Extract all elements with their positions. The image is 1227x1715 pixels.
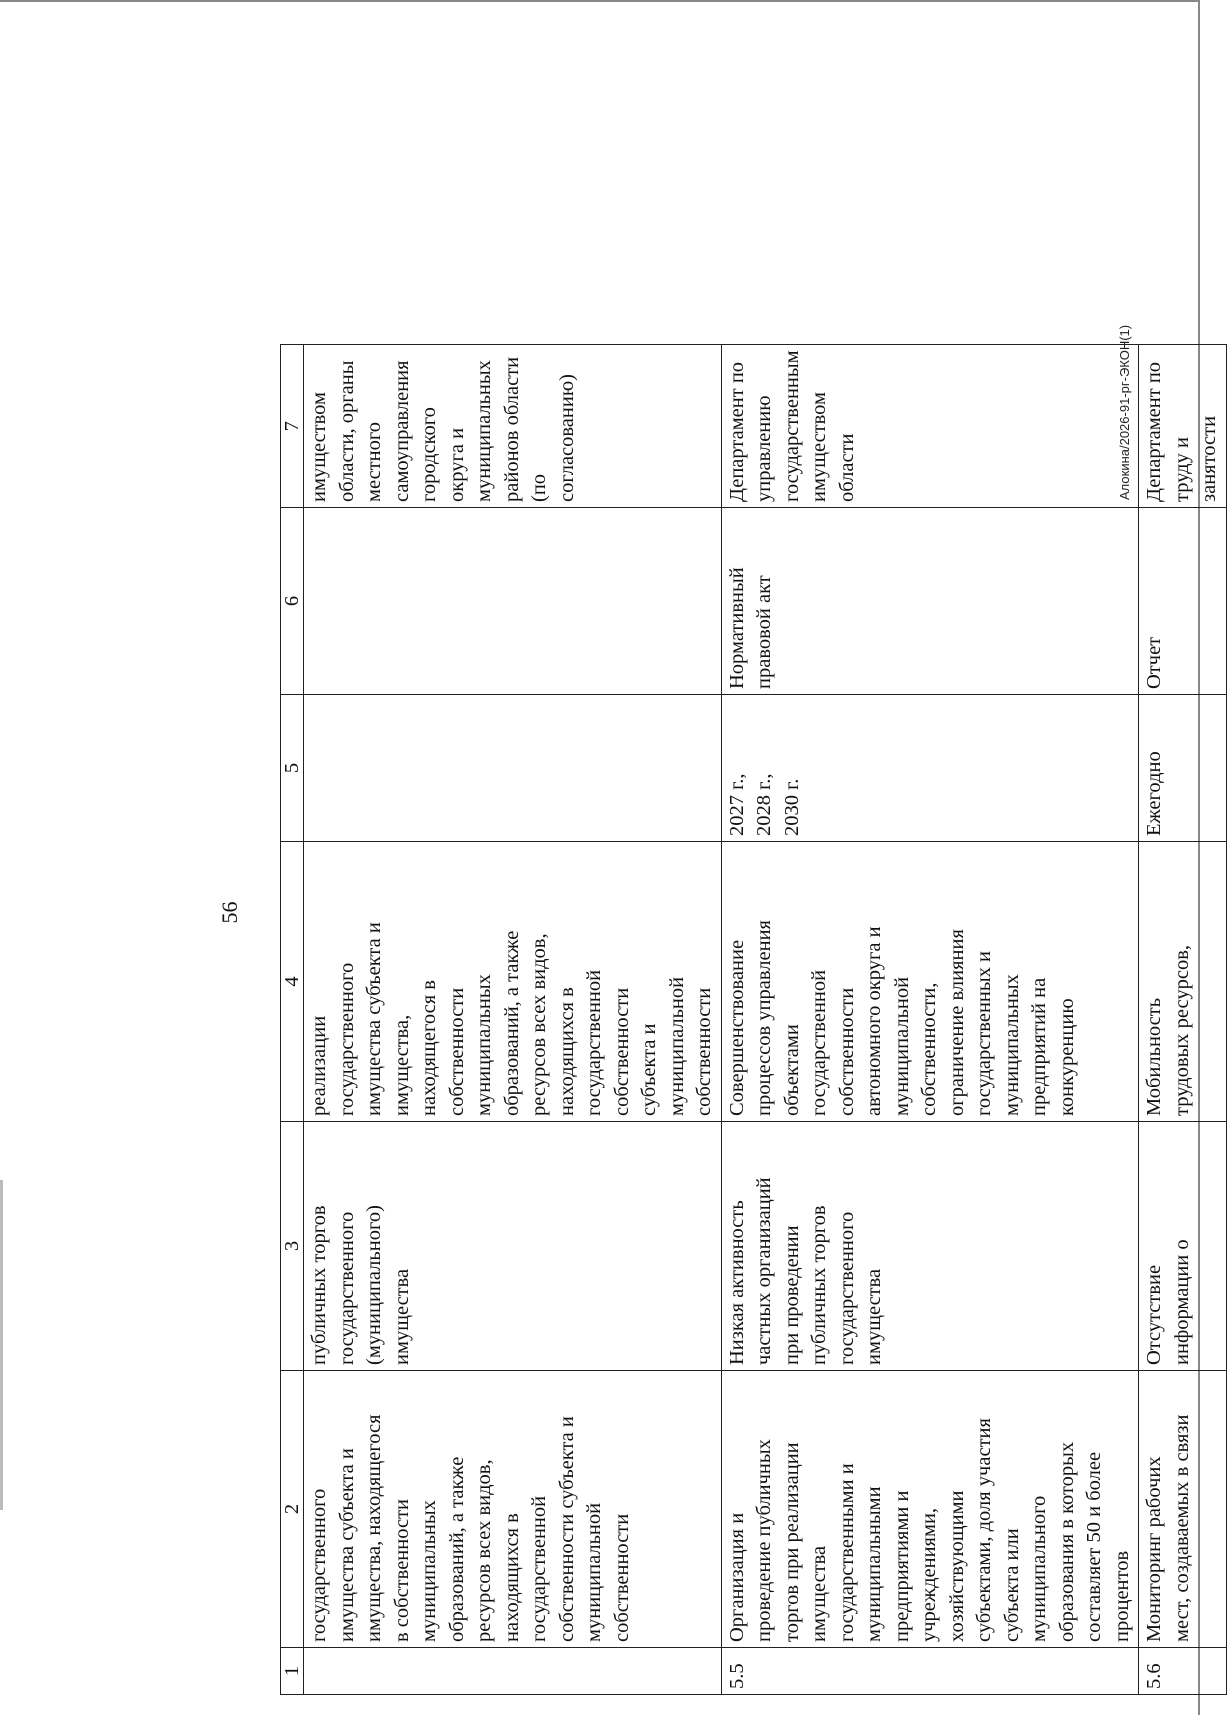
- cell-responsible: Департамент по труду и занятости: [1139, 345, 1227, 508]
- cell-deadline: 2027 г., 2028 г., 2030 г.: [721, 695, 1139, 842]
- header-cell: 5: [281, 695, 304, 842]
- cell-problem: Отсутствие информации о: [1139, 1122, 1227, 1371]
- page-number: 56: [217, 901, 242, 924]
- table-header-row: [281, 345, 304, 1695]
- measures-table: [280, 344, 1227, 1695]
- cell-deadline: Ежегодно: [1139, 695, 1227, 842]
- cell-deadline: [304, 695, 722, 842]
- cell-result: Совершенствование процессов управления объектами государственной собственности автономного округа и муниципальной собственности, ограничение влияния государственных и муниципальных предприятий на конкуренцию: [721, 842, 1139, 1122]
- header-cell: 4: [281, 842, 304, 1122]
- cell-responsible: имуществом области, органы местного самоуправления городского округа и муниципальных районов области (по согласованию): [304, 345, 722, 508]
- cell-number: [304, 1648, 722, 1695]
- cell-number: 5.5: [721, 1648, 1139, 1695]
- header-cell: 1: [281, 1648, 304, 1695]
- cell-responsible: Департамент по управлению государственным имуществом области: [721, 345, 1139, 508]
- cell-result: реализации государственного имущества субъекта и имущества, находящегося в собственности муниципальных образований, а также ресурсов всех видов, находящихся в государственной собственности субъекта и муниципальной собственности: [304, 842, 722, 1122]
- cell-problem: публичных торгов государственного (муниципального) имущества: [304, 1122, 722, 1371]
- cell-measure: Организация и проведение публичных торгов при реализации имущества государственными и муниципальными предприятиями и учреждениями, хозяйствующими субъектами, доля участия субъекта или муниципального образования в которых составляет 50 и более процентов: [721, 1371, 1139, 1648]
- document-code: Алокина/2026-91-рг-ЭКОН(1): [1117, 324, 1132, 500]
- cell-problem: Низкая активность частных организаций при проведении публичных торгов государственного имущества: [721, 1122, 1139, 1371]
- cell-measure: Мониторинг рабочих мест, создаваемых в связи: [1139, 1371, 1227, 1648]
- rotated-page: [180, 130, 1220, 1695]
- cell-document: Отчет: [1139, 508, 1227, 695]
- header-cell: 6: [281, 508, 304, 695]
- header-cell: 2: [281, 1371, 304, 1648]
- cell-measure: государственного имущества субъекта и имущества, находящегося в собственности муниципальных образований, а также ресурсов всех видов, находящихся в государственной собственности субъекта и муниципальной собственности: [304, 1371, 722, 1648]
- cell-number: 5.6: [1139, 1648, 1227, 1695]
- header-cell: 3: [281, 1122, 304, 1371]
- header-cell: 7: [281, 345, 304, 508]
- cell-document: Нормативный правовой акт: [721, 508, 1139, 695]
- table-row: [1139, 345, 1227, 1695]
- table-row: [304, 345, 722, 1695]
- cell-result: Мобильность трудовых ресурсов,: [1139, 842, 1227, 1122]
- table-row: [721, 345, 1139, 1695]
- page-edge-top: [0, 0, 1200, 2]
- scan-edge-mark: [0, 1180, 3, 1510]
- cell-document: [304, 508, 722, 695]
